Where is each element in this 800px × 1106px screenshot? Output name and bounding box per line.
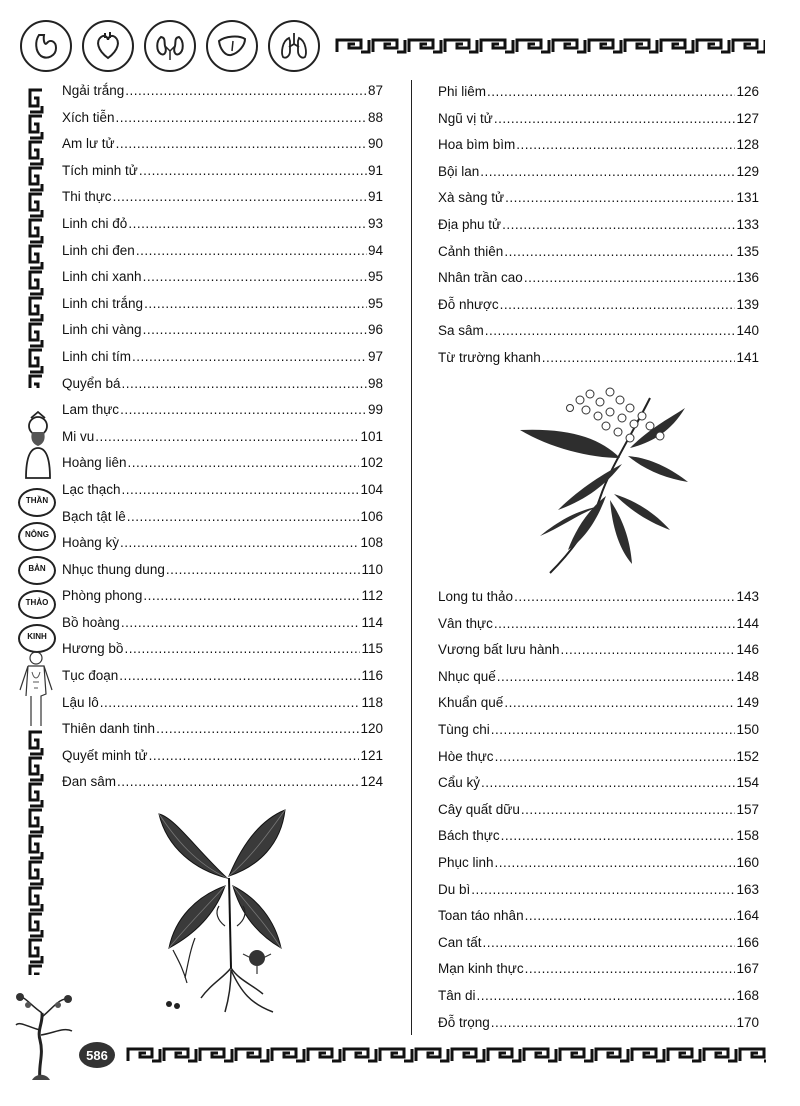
entry-title: Tân di [438,987,476,1003]
toc-entry [62,216,383,243]
entry-title: Sa sâm [438,323,484,339]
entry-page: 168 [736,987,759,1003]
toc-entry [62,83,383,110]
toc-entry [438,190,759,217]
entry-title: Bồ hoàng [62,614,120,630]
dot-leader [485,323,736,338]
entry-page: 106 [360,508,383,524]
heart-icon [82,20,134,72]
dot-leader [128,216,367,231]
dot-leader [116,136,367,151]
entry-title: Địa phu tử [438,216,502,232]
entry-title: Hoa bìm bìm [438,137,516,153]
lungs-icon [268,20,320,72]
entry-page: 146 [736,642,759,658]
toc-entry [62,695,383,722]
toc-entry [438,855,759,882]
dot-leader [494,111,736,126]
dot-leader [149,748,360,763]
entry-page: 166 [736,934,759,950]
dot-leader [495,749,736,764]
toc-entry [438,323,759,350]
flowering-branch-illustration [510,378,695,578]
toc-entry [62,668,383,695]
dot-leader [95,429,359,444]
entry-page: 124 [360,774,383,790]
toc-entry [438,297,759,324]
entry-page: 131 [736,190,759,206]
entry-page: 158 [736,828,759,844]
toc-entry [438,988,759,1015]
entry-title: Phòng phong [62,588,143,604]
entry-title: Đan sâm [62,774,117,790]
liver-icon [206,20,258,72]
entry-title: Linh chi đỏ [62,215,128,231]
entry-page: 148 [736,668,759,684]
dot-leader [143,588,360,603]
toc-entry [438,350,759,377]
entry-page: 170 [736,1014,759,1030]
dot-leader [501,828,736,843]
entry-page: 91 [367,189,383,205]
dot-leader [514,589,735,604]
toc-entry [62,588,383,615]
entry-page: 99 [367,402,383,418]
entry-page: 114 [361,614,383,630]
greek-key-border-top [335,38,765,54]
entry-title: Vương bất lưu hành [438,642,560,658]
toc-entry [438,589,759,616]
entry-title: Tùng chi [438,721,490,737]
entry-page: 108 [360,535,383,551]
entry-title: Thiên danh tinh [62,721,156,737]
entry-page: 143 [736,589,759,604]
seal-badge: NÔNG [18,522,56,551]
entry-page: 149 [736,695,759,711]
entry-page: 104 [360,481,383,497]
toc-entry [438,882,759,909]
organ-icon-row [20,20,320,72]
toc-entry [62,269,383,296]
entry-title: Đỗ nhược [438,296,499,312]
entry-page: 93 [367,215,383,231]
kidney-icon [144,20,196,72]
entry-page: 144 [736,615,759,631]
toc-entry [62,482,383,509]
dot-leader [132,349,367,364]
herb-plant-illustration [10,985,80,1080]
toc-entry [438,270,759,297]
entry-page: 154 [736,775,759,791]
entry-page: 95 [367,295,383,311]
dot-leader [113,189,367,204]
entry-title: Hương bồ [62,641,124,657]
entry-page: 164 [736,908,759,924]
toc-entry [62,243,383,270]
greek-key-border-left-lower [28,730,44,975]
toc-entry [438,217,759,244]
entry-page: 118 [361,694,383,710]
entry-title: Cẩu kỷ [438,775,481,791]
entry-page: 157 [736,801,759,817]
dot-leader [542,350,736,365]
dot-leader [505,190,735,205]
toc-entry [438,1015,759,1042]
entry-page: 112 [361,588,383,604]
entry-title: Mi vu [62,428,95,444]
dot-leader [136,243,367,258]
seal-column [18,488,56,653]
dot-leader [504,695,735,710]
entry-page: 97 [367,348,383,364]
dot-leader [525,961,736,976]
dot-leader [483,935,736,950]
toc-entry [62,562,383,589]
entry-page: 167 [736,961,759,977]
entry-title: Du bì [438,881,471,897]
dot-leader [500,297,736,312]
entry-title: Hoàng liên [62,455,127,471]
herb-with-roots-illustration [155,808,300,1018]
entry-page: 96 [367,322,383,338]
dot-leader [166,562,361,577]
dot-leader [504,244,735,259]
toc-entry [438,722,759,749]
entry-title: Hoàng kỳ [62,535,120,551]
greek-key-border-bottom [126,1047,766,1063]
toc-entry [62,349,383,376]
entry-page: 133 [736,216,759,232]
dot-leader [561,642,736,657]
dot-leader [525,908,736,923]
dot-leader [124,641,360,656]
entry-page: 127 [736,110,759,126]
dot-leader [122,482,360,497]
entry-title: Thi thực [62,189,112,205]
toc-entry [438,935,759,962]
dot-leader [497,669,736,684]
dot-leader [120,535,359,550]
entry-page: 101 [360,428,383,444]
entry-title: Linh chi đen [62,242,135,258]
toc-entry [438,749,759,776]
entry-page: 102 [360,455,383,471]
entry-title: Cảnh thiên [438,243,504,259]
toc-entry [62,322,383,349]
entry-title: Phục linh [438,854,494,870]
entry-title: Linh chi tím [62,348,132,364]
entry-title: Toan táo nhân [438,908,524,924]
dot-leader [487,84,735,99]
dot-leader [144,296,367,311]
entry-title: Xích tiễn [62,109,115,125]
dot-leader [143,322,367,337]
toc-entry [62,376,383,403]
dot-leader [156,721,359,736]
entry-page: 121 [360,747,383,763]
greek-key-border-left-upper [28,88,44,388]
dot-leader [516,137,735,152]
toc-entry [438,111,759,138]
entry-title: Ngải trắng [62,83,125,98]
entry-page: 139 [736,296,759,312]
toc-entry [438,908,759,935]
entry-title: Am lư tử [62,136,115,152]
toc-entry [62,721,383,748]
entry-title: Cây quất dữu [438,801,520,817]
dot-leader [494,616,736,631]
dot-leader [480,164,735,179]
dot-leader [119,668,360,683]
dot-leader [120,402,367,417]
entry-title: Lam thực [62,402,120,418]
toc-entry [62,110,383,137]
entry-page: 135 [736,243,759,259]
entry-title: Nhục thung dung [62,561,165,577]
toc-entry [62,402,383,429]
entry-page: 136 [736,270,759,286]
dot-leader [495,855,736,870]
toc-entry [62,163,383,190]
entry-page: 98 [367,375,383,391]
entry-title: Bạch tật lê [62,508,126,524]
dot-leader [477,988,736,1003]
dot-leader [521,802,736,817]
dot-leader [481,775,735,790]
dot-leader [491,1015,736,1030]
seal-badge: KINH [18,624,56,653]
entry-page: 150 [736,721,759,737]
sage-figure-icon [18,410,58,480]
anatomy-figure-icon [14,650,58,730]
toc-entry [62,774,383,801]
toc-column-right-lower [438,589,759,1041]
seal-badge: THẢO [18,590,56,619]
entry-title: Bách thực [438,828,500,844]
dot-leader [127,509,360,524]
entry-title: Khuẩn quế [438,695,504,711]
entry-page: 91 [367,162,383,178]
toc-entry [62,509,383,536]
toc-entry [438,244,759,271]
entry-title: Can tất [438,934,482,950]
toc-entry [62,535,383,562]
toc-column-right-upper [438,84,759,377]
entry-page: 126 [736,84,759,99]
toc-entry [438,164,759,191]
entry-title: Tục đoạn [62,668,119,684]
toc-entry [438,642,759,669]
entry-title: Phi liêm [438,84,487,99]
entry-title: Bội lan [438,163,480,179]
dot-leader [128,455,360,470]
page-number: 586 [79,1042,115,1068]
dot-leader [491,722,736,737]
dot-leader [117,774,359,789]
dot-leader [116,110,367,125]
dot-leader [121,615,361,630]
entry-page: 110 [361,561,383,577]
entry-title: Nhân trần cao [438,270,523,286]
toc-entry [438,961,759,988]
toc-entry [62,429,383,456]
toc-entry [62,136,383,163]
entry-page: 129 [736,163,759,179]
dot-leader [139,163,367,178]
entry-title: Lạc thạch [62,481,121,497]
entry-title: Đỗ trọng [438,1014,490,1030]
entry-page: 87 [367,83,383,98]
toc-entry [438,137,759,164]
stomach-icon [20,20,72,72]
toc-entry [62,455,383,482]
toc-entry [438,802,759,829]
entry-title: Mạn kinh thực [438,961,524,977]
entry-title: Long tu thảo [438,589,514,604]
toc-entry [438,828,759,855]
entry-page: 128 [736,137,759,153]
entry-title: Ngũ vị tử [438,110,493,126]
entry-title: Lậu lô [62,694,99,710]
entry-title: Quyển bá [62,375,121,391]
entry-title: Linh chi vàng [62,322,142,338]
entry-page: 88 [367,109,383,125]
entry-title: Nhục quế [438,668,496,684]
entry-title: Từ trường khanh [438,349,541,365]
entry-title: Linh chi trắng [62,295,144,311]
toc-column-left [62,83,383,801]
toc-entry [62,296,383,323]
toc-entry [62,615,383,642]
dot-leader [143,269,367,284]
dot-leader [471,882,735,897]
entry-page: 160 [736,854,759,870]
entry-page: 95 [367,269,383,285]
seal-badge: THẦN [18,488,56,517]
entry-page: 120 [360,721,383,737]
dot-leader [100,695,361,710]
toc-entry [62,748,383,775]
dot-leader [502,217,735,232]
seal-badge: BẢN [18,556,56,585]
toc-entry [62,641,383,668]
entry-title: Linh chi xanh [62,269,142,285]
toc-entry [438,669,759,696]
entry-page: 90 [367,136,383,152]
toc-entry [438,84,759,111]
column-divider [411,80,412,1035]
toc-entry [438,616,759,643]
entry-page: 141 [736,349,759,365]
toc-entry [62,189,383,216]
entry-title: Tích minh tử [62,162,138,178]
entry-title: Hòe thực [438,748,494,764]
dot-leader [122,376,367,391]
dot-leader [125,83,367,98]
entry-page: 94 [367,242,383,258]
toc-entry [438,695,759,722]
entry-page: 115 [361,641,383,657]
entry-title: Vân thực [438,615,493,631]
entry-page: 163 [736,881,759,897]
dot-leader [524,270,736,285]
entry-title: Quyết minh tử [62,747,148,763]
entry-page: 116 [361,668,383,684]
toc-entry [438,775,759,802]
entry-page: 152 [736,748,759,764]
entry-title: Xà sàng tử [438,190,505,206]
entry-page: 140 [736,323,759,339]
